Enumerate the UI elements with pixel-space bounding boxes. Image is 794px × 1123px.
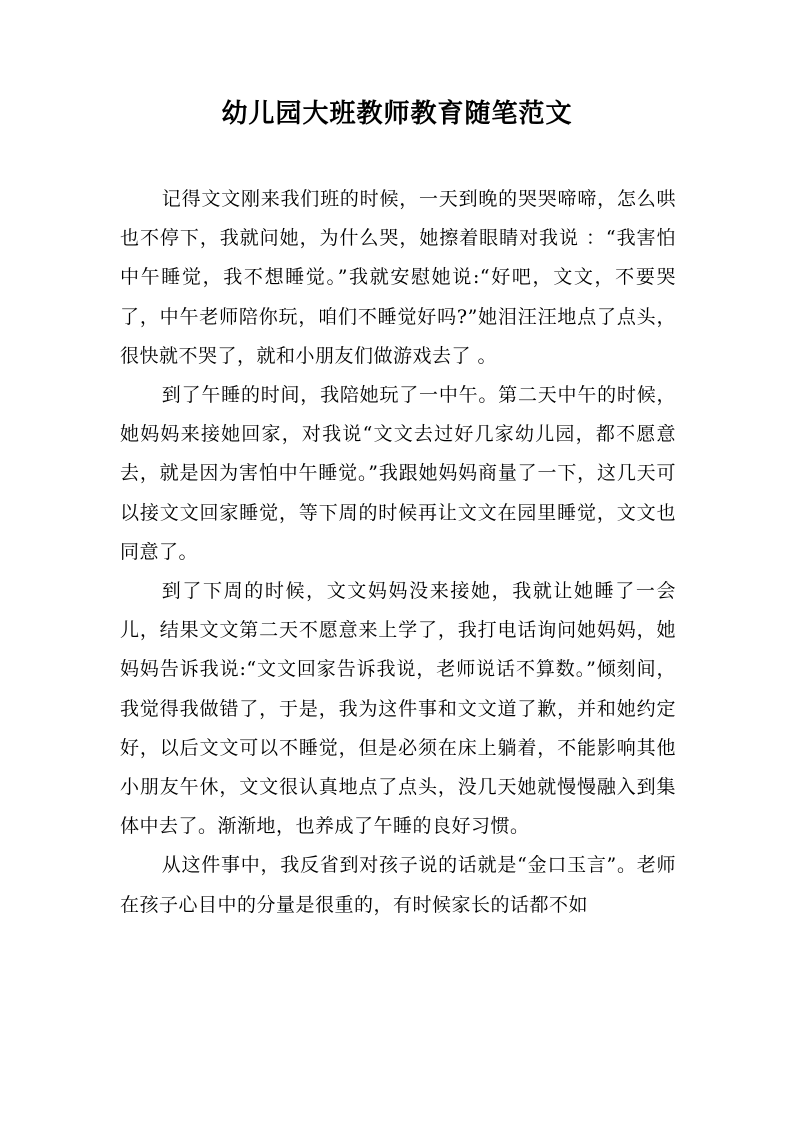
document-title: 幼儿园大班教师教育随笔范文 — [221, 99, 573, 129]
paragraph-2: 到了午睡的时间，我陪她玩了一中午。第二天中午的时候，她妈妈来接她回家，对我说“文文去过好几家幼儿园，都不愿意去，就是因为害怕中午睡觉。”我跟她妈妈商量了一下，这几天可以接文文回家睡觉，等下周的时候再让文文在园里睡觉，文文也同意了。 — [120, 384, 676, 563]
document-body — [120, 180, 676, 925]
paragraph-1: 记得文文刚来我们班的时候，一天到晚的哭哭啼啼，怎么哄也不停下，我就问她，为什么哭，她擦着眼睛对我说 ：“我害怕中午睡觉，我不想睡觉。”我就安慰她说:“好吧，文文，不要哭了，中午老师陪你玩，咱们不睡觉好吗?”她泪汪汪地点了点头，很快就不哭了，就和小朋友们做游戏去了 。 — [120, 188, 676, 367]
paragraph-3: 到了下周的时候，文文妈妈没来接她，我就让她睡了一会儿，结果文文第二天不愿意来上学了，我打电话询问她妈妈，她妈妈告诉我说:“文文回家告诉我说，老师说话不算数。”倾刻间，我觉得我做错了，于是，我为这件事和文文道了歉，并和她约定好，以后文文可以不睡觉，但是必须在床上躺着，不能影响其他小朋友午休，文文很认真地点了点头，没几天她就慢慢融入到集体中去了。渐渐地，也养成了午睡的良好习惯。 — [120, 580, 676, 838]
paragraph-4: 从这件事中，我反省到对孩子说的话就是“金口玉言”。老师在孩子心目中的分量是很重的，有时候家长的话都不如 — [120, 854, 676, 916]
